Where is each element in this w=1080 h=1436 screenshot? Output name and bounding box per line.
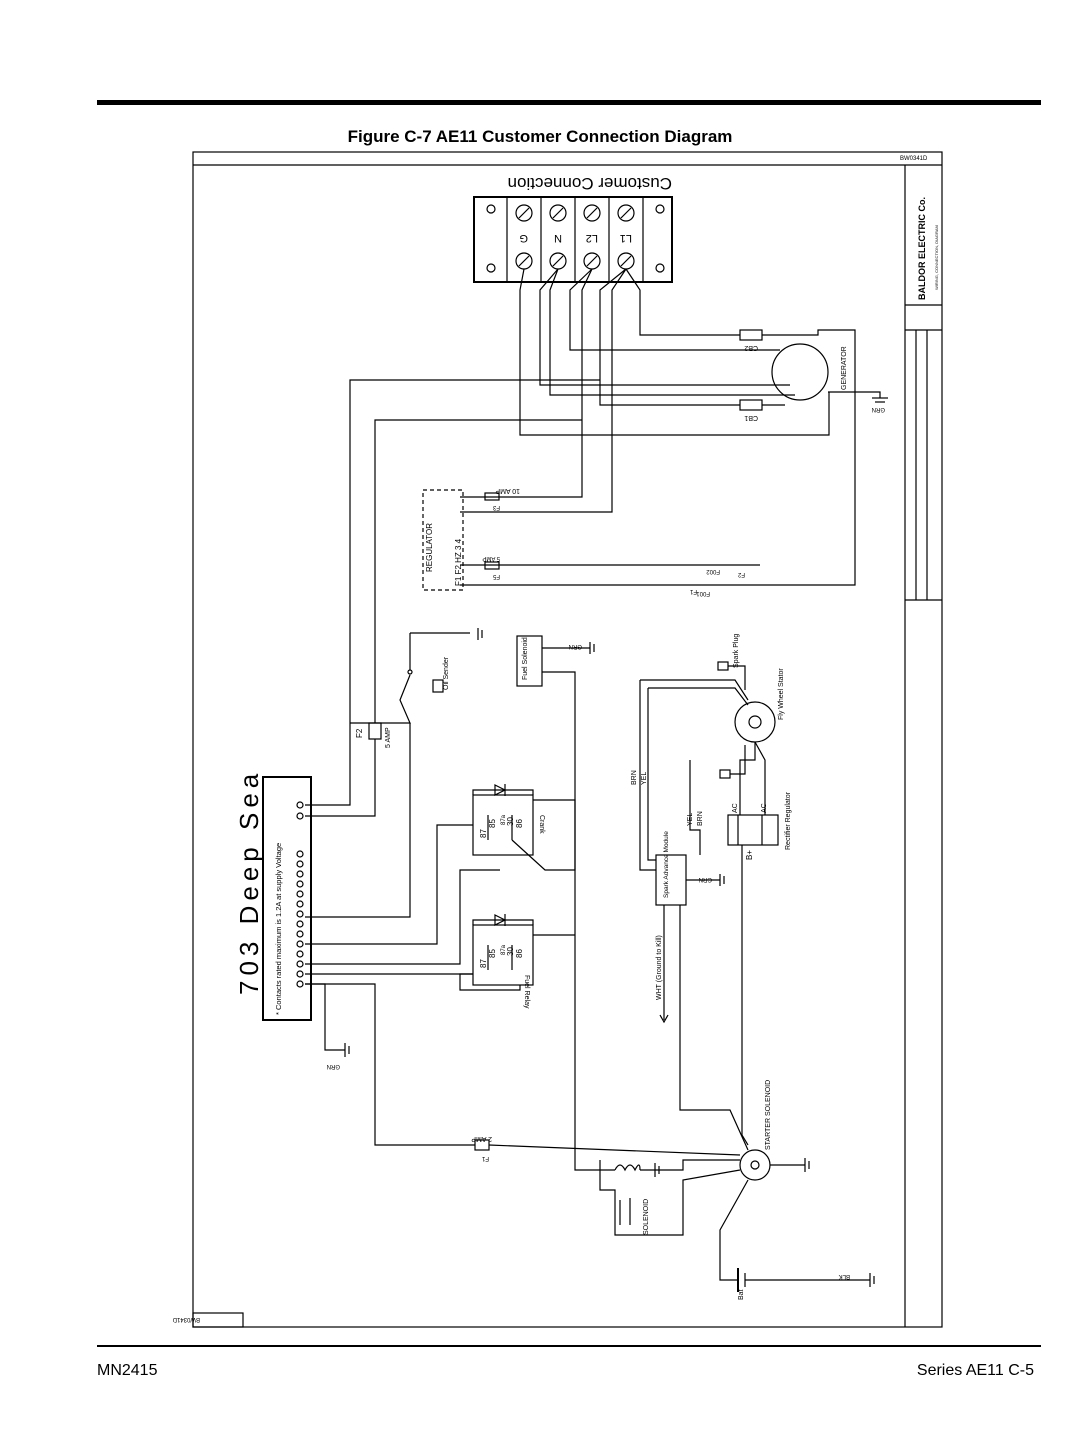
ac-label-1: AC <box>732 803 739 813</box>
terminal-l1: L1 <box>619 232 632 244</box>
drawing-border <box>193 152 942 1327</box>
f5-label: F5 <box>492 573 500 579</box>
grn-label-gen: GRN <box>871 406 885 412</box>
generator-label: GENERATOR <box>841 346 848 390</box>
terminal-n: N <box>554 232 562 244</box>
rectifier-regulator-label: Rectifier Regulator <box>785 792 792 850</box>
f2-fuse-amp: 5 AMP <box>385 727 392 748</box>
f5-amp: 5 AMP <box>482 555 500 561</box>
deep-sea-label: 703 Deep Sea <box>234 768 264 995</box>
yel-label-2: YEL <box>687 812 694 826</box>
blk-label: BLK <box>838 1273 850 1279</box>
fuel-relay-pin-85: 85 <box>488 949 497 958</box>
drawing-number-bottom: BW0341D <box>172 1316 200 1322</box>
fuel-relay-label: Fuel Relay <box>523 975 530 1009</box>
fuel-relay-pin-87: 87 <box>479 959 488 968</box>
starter-solenoid <box>740 1150 770 1180</box>
crank-relay-pin-87: 87 <box>479 829 488 838</box>
solenoid-label: SOLENOID <box>643 1198 650 1235</box>
oil-sender-label: Oil Sender <box>443 656 450 690</box>
generator-symbol <box>772 344 828 400</box>
drawing-number-top: BW0341D <box>900 156 928 162</box>
drawing-name: WIRING, CONNECTION, DIAGRAM <box>934 225 939 290</box>
f001-label: F001 <box>696 590 710 596</box>
ac-label-2: AC <box>761 803 768 813</box>
crank-relay-pin-30: 30 <box>506 817 515 826</box>
flywheel-stator-label: Fly Wheel Stator <box>778 668 785 720</box>
spark-module-label: Spark Advance Module <box>663 831 670 898</box>
terminal-g: G <box>519 232 528 244</box>
brn-label-1: BRN <box>631 770 638 785</box>
contacts-note: * Contacts rated maximum is 1.2A at supply Voltage <box>274 842 283 1015</box>
footer-manual-number: MN2415 <box>97 1362 158 1379</box>
crank-label: Crank <box>538 815 545 834</box>
fuel-relay-pin-30: 30 <box>506 947 515 956</box>
regulator-terminals: F1 F2 HZ 3 4 <box>454 538 463 586</box>
wht-kill-label: WHT (Ground to Kill) <box>656 935 663 1000</box>
regulator-label: REGULATOR <box>425 522 434 572</box>
footer-page-number: Series AE11 C-5 <box>916 1362 1034 1379</box>
fuel-solenoid-label: Fuel Solenoid <box>522 637 529 680</box>
f2-wire-label: F2 <box>737 571 745 577</box>
yel-label-1: YEL <box>641 771 648 785</box>
f1-wire-label: F1 <box>689 588 697 594</box>
crank-relay-pin-86: 86 <box>515 819 524 828</box>
cb2-breaker <box>740 330 762 340</box>
bat-label: Bat <box>738 1289 745 1300</box>
customer-connection-label: Customer Connection <box>507 174 672 193</box>
fuel-solenoid-box <box>517 636 542 686</box>
f3-amp: 10 AMP <box>495 487 520 494</box>
flywheel-stator <box>735 702 775 742</box>
brn-label-2: BRN <box>697 811 704 826</box>
f1-fuse-amp: 2 AMP <box>471 1135 492 1142</box>
f3-label: F3 <box>492 504 500 510</box>
spark-plug-label: Spark Plug <box>733 633 740 668</box>
bottom-rule <box>97 1345 1041 1347</box>
crank-relay-pin-87a: 87a <box>501 814 507 825</box>
spark-advance-module <box>656 855 686 905</box>
crank-relay-pin-85: 85 <box>488 819 497 828</box>
rectifier-regulator <box>728 815 778 845</box>
cb2-label: CB2 <box>744 344 758 351</box>
cb1-label: CB1 <box>744 414 758 421</box>
deep-sea-terminals <box>297 802 303 987</box>
grn-label-deepsea: GRN <box>326 1063 340 1069</box>
customer-terminal-block <box>474 197 672 282</box>
grn-label-fuel: GRN <box>568 643 582 649</box>
company-name: BALDOR ELECTRIC Co. <box>917 197 927 300</box>
b-plus-label: B+ <box>745 849 754 860</box>
f002-label: F002 <box>706 568 720 574</box>
f2-fuse-label: F2 <box>355 728 364 738</box>
fuel-relay-pin-86: 86 <box>515 949 524 958</box>
f1-fuse-label: F1 <box>481 1155 489 1161</box>
fuel-relay-pin-87a: 87a <box>501 944 507 955</box>
cb1-breaker <box>740 400 762 410</box>
grn-label-spark: GRN <box>698 876 712 882</box>
figure-title: Figure C-7 AE11 Customer Connection Diagram <box>347 127 733 146</box>
deep-sea-terminal-strip <box>263 777 311 1020</box>
terminal-l2: L2 <box>585 232 598 244</box>
starter-solenoid-label: STARTER SOLENOID <box>765 1079 772 1150</box>
